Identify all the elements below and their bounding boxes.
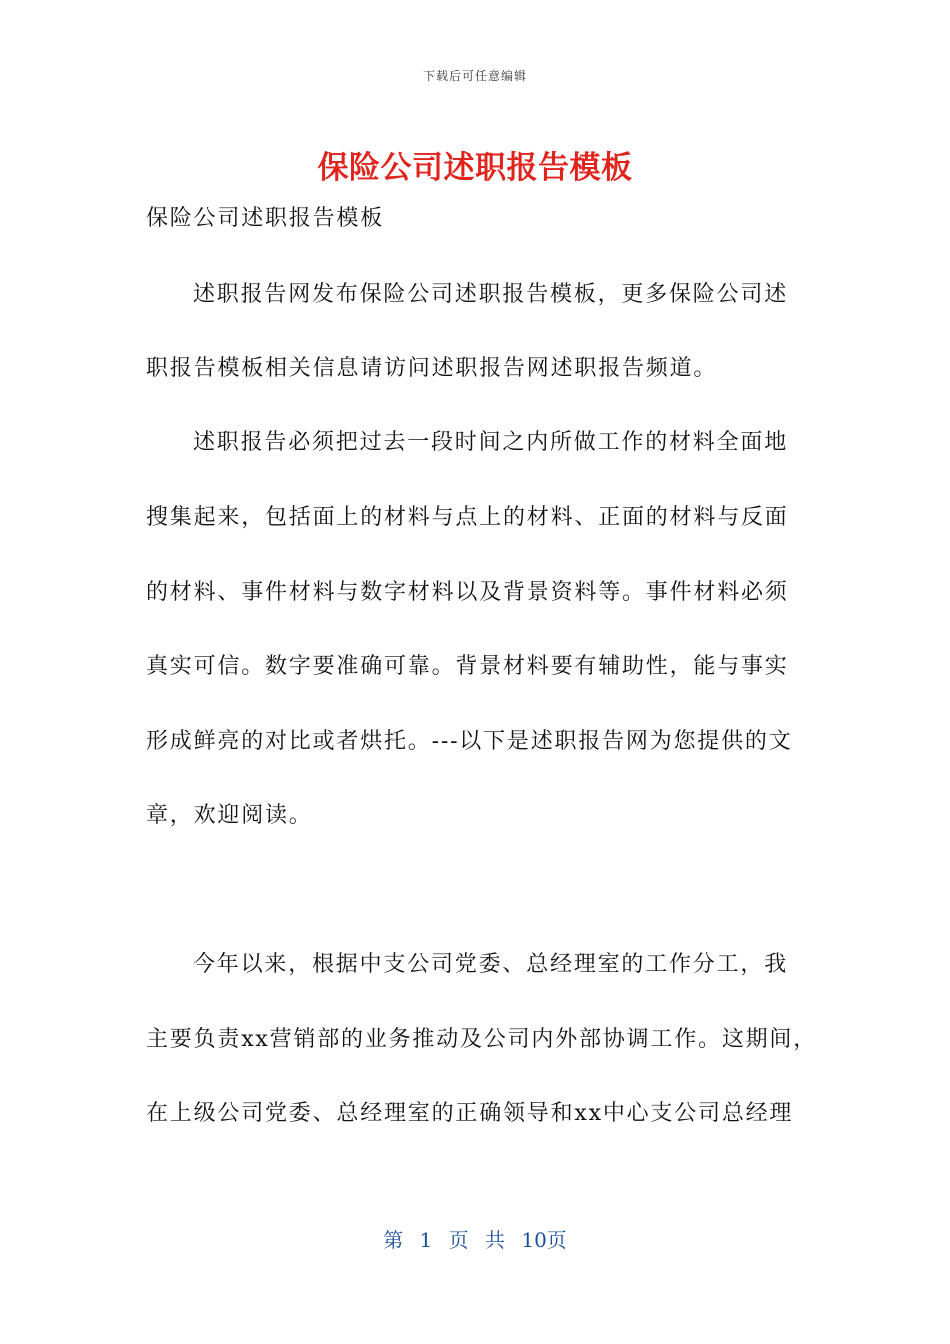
paragraph-line: 在上级公司党委、总经理室的正确领导和xx中心支公司总经理 [146, 1101, 794, 1126]
paragraph-line: 主要负责xx营销部的业务推动及公司内外部协调工作。这期间， [146, 1027, 818, 1052]
header-note: 下载后可任意编辑 [422, 69, 527, 83]
paragraph-line: 真实可信。数字要准确可靠。背景材料要有辅助性，能与事实 [146, 654, 789, 679]
paragraph-line: 的材料、事件材料与数字材料以及背景资料等。事件材料必须 [146, 580, 789, 605]
paragraph-line: 述职报告网发布保险公司述职报告模板，更多保险公司述 [193, 282, 789, 307]
subtitle-line: 保险公司述职报告模板 [146, 206, 385, 231]
page-footer: 第 1 页 共 10页 [383, 1228, 567, 1252]
paragraph-line: 述职报告必须把过去一段时间之内所做工作的材料全面地 [193, 430, 789, 455]
document-title: 保险公司述职报告模板 [317, 150, 633, 186]
paragraph-line: 搜集起来，包括面上的材料与点上的材料、正面的材料与反面 [146, 505, 789, 530]
paragraph-line: 职报告模板相关信息请访问述职报告网述职报告频道。 [146, 356, 718, 381]
paragraph-line: 形成鲜亮的对比或者烘托。---以下是述职报告网为您提供的文 [146, 729, 793, 754]
paragraph-line: 章，欢迎阅读。 [146, 803, 313, 828]
paragraph-line: 今年以来，根据中支公司党委、总经理室的工作分工，我 [193, 952, 789, 977]
